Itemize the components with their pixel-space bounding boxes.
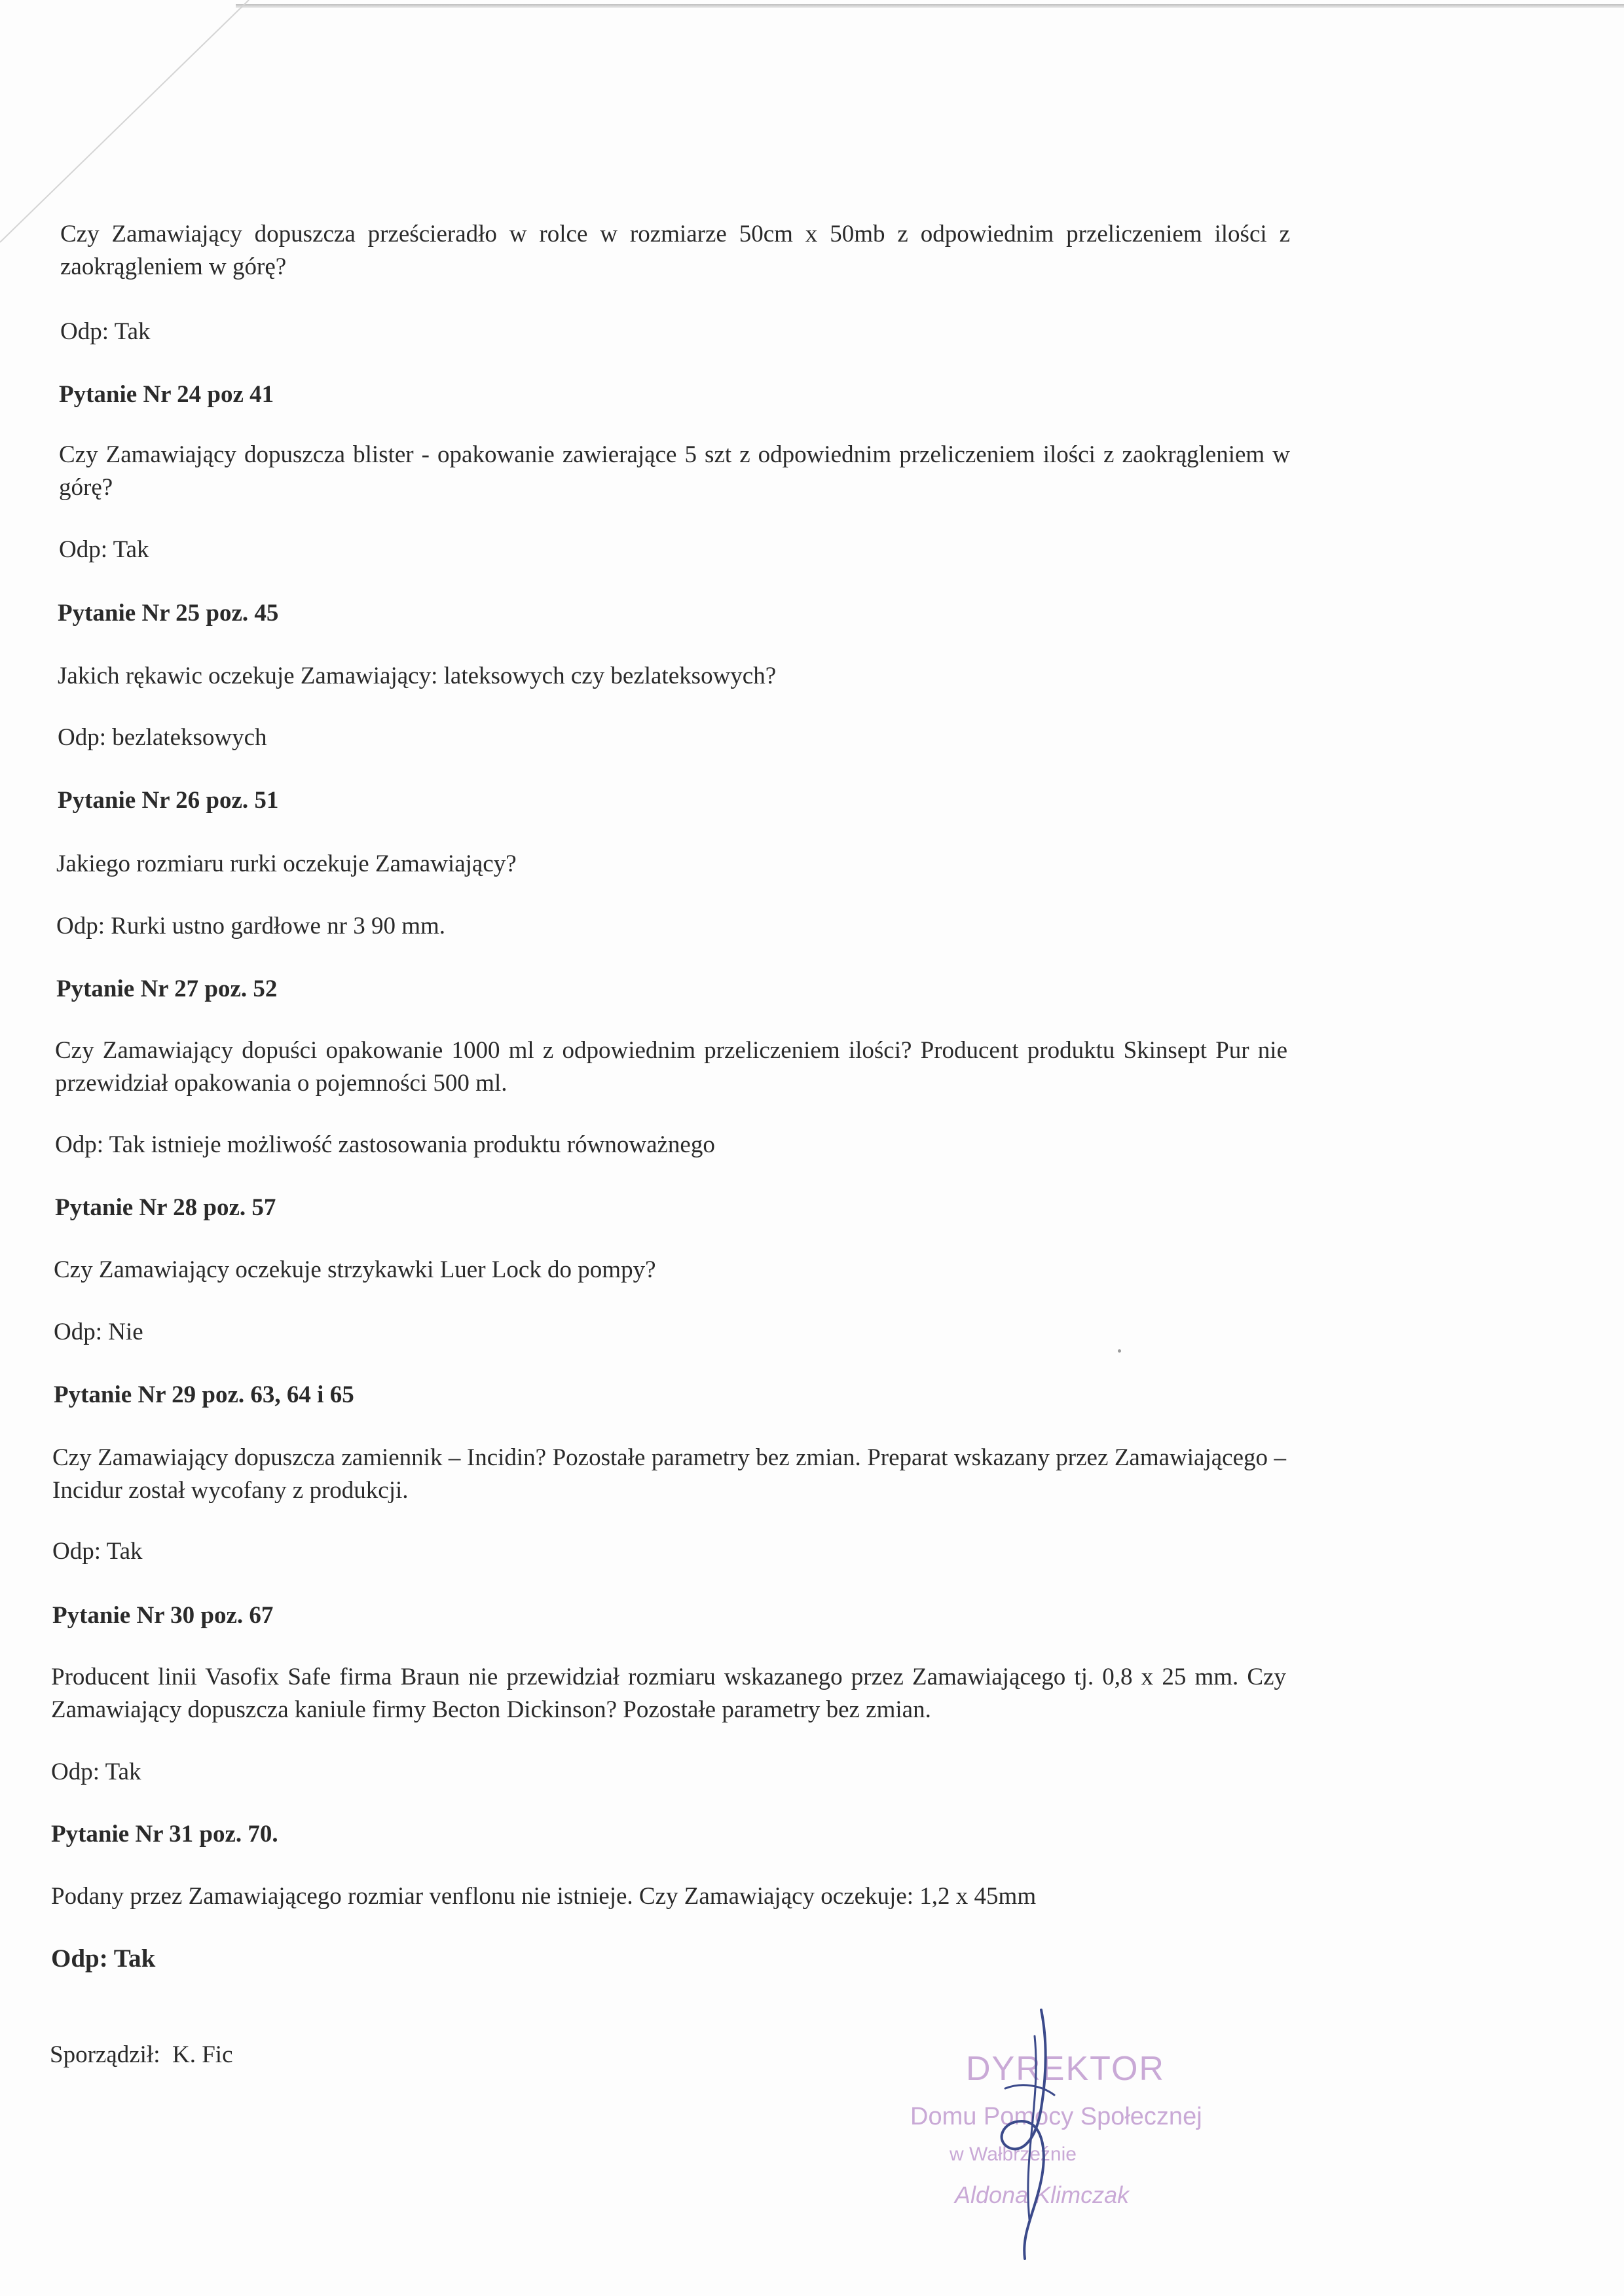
question-text: Czy Zamawiający dopuszcza prześcieradło w rolce w rozmiarze 50cm x 50mb z odpowiednim przeliczeniem ilości z zaokrągleniem w górę? xyxy=(60,221,1290,280)
question-heading: Pytanie Nr 31 poz. 70. xyxy=(51,1821,278,1848)
question-text: Podany przez Zamawiającego rozmiar venflonu nie istnieje. Czy Zamawiający oczekuje: 1,2 x 45mm xyxy=(51,1883,1037,1910)
answer-text: Odp: Tak xyxy=(51,1944,156,1973)
answer-text: Odp: Rurki ustno gardłowe nr 3 90 mm. xyxy=(56,913,446,939)
question-heading: Pytanie Nr 25 poz. 45 xyxy=(58,600,279,627)
question-heading: Pytanie Nr 30 poz. 67 xyxy=(52,1602,274,1629)
answer-text: Odp: Tak xyxy=(60,318,151,345)
question-text: Czy Zamawiający dopuści opakowanie 1000 ml z odpowiednim przeliczeniem ilości? Producent produktu Skinsept Pur nie przewidział opakowania o pojemności 500 ml. xyxy=(55,1037,1287,1097)
stamp-location: w Wałbrzeźnie xyxy=(950,2143,1077,2165)
question-heading: Pytanie Nr 29 poz. 63, 64 i 65 xyxy=(54,1381,354,1408)
question-heading: Pytanie Nr 24 poz 41 xyxy=(59,381,274,408)
question-text: Jakich rękawic oczekuje Zamawiający: lateksowych czy bezlateksowych? xyxy=(58,663,777,689)
question-heading: Pytanie Nr 28 poz. 57 xyxy=(55,1194,276,1221)
question-text: Czy Zamawiający dopuszcza zamiennik – Incidin? Pozostałe parametry bez zmian. Preparat wskazany przez Zamawiającego – Incidur został wycofany z produkcji. xyxy=(52,1444,1286,1504)
question-heading: Pytanie Nr 27 poz. 52 xyxy=(56,975,278,1002)
answer-text: Odp: Tak xyxy=(51,1758,141,1785)
handwritten-signature xyxy=(943,1997,1094,2272)
question-text: Czy Zamawiający dopuszcza blister - opakowanie zawierające 5 szt z odpowiednim przeliczeniem ilości z zaokrągleniem w górę? xyxy=(59,441,1290,501)
answer-text: Odp: Tak xyxy=(59,536,149,563)
stamp-institution: Domu Pomocy Społecznej xyxy=(910,2103,1202,2130)
prepared-by: Sporządził: K. Fic xyxy=(50,2041,233,2068)
answer-text: Odp: Tak xyxy=(52,1538,143,1565)
answer-text: Odp: bezlateksowych xyxy=(58,724,267,751)
answer-text: Odp: Tak istnieje możliwość zastosowania produktu równoważnego xyxy=(55,1131,715,1158)
question-text: Producent linii Vasofix Safe firma Braun nie przewidział rozmiaru wskazanego przez Zamawiającego tj. 0,8 x 25 mm. Czy Zamawiający dopuszcza kaniule firmy Becton Dickinson? Pozostałe parametry bez zmian. xyxy=(51,1664,1286,1723)
question-text: Czy Zamawiający oczekuje strzykawki Luer Lock do pompy? xyxy=(54,1256,656,1283)
scan-speck xyxy=(1118,1349,1121,1353)
answer-text: Odp: Nie xyxy=(54,1319,143,1345)
stamp-title: DYREKTOR xyxy=(966,2050,1165,2088)
stamp-name: Aldona Klimczak xyxy=(955,2181,1130,2208)
question-heading: Pytanie Nr 26 poz. 51 xyxy=(58,787,279,814)
question-text: Jakiego rozmiaru rurki oczekuje Zamawiający? xyxy=(56,850,517,877)
